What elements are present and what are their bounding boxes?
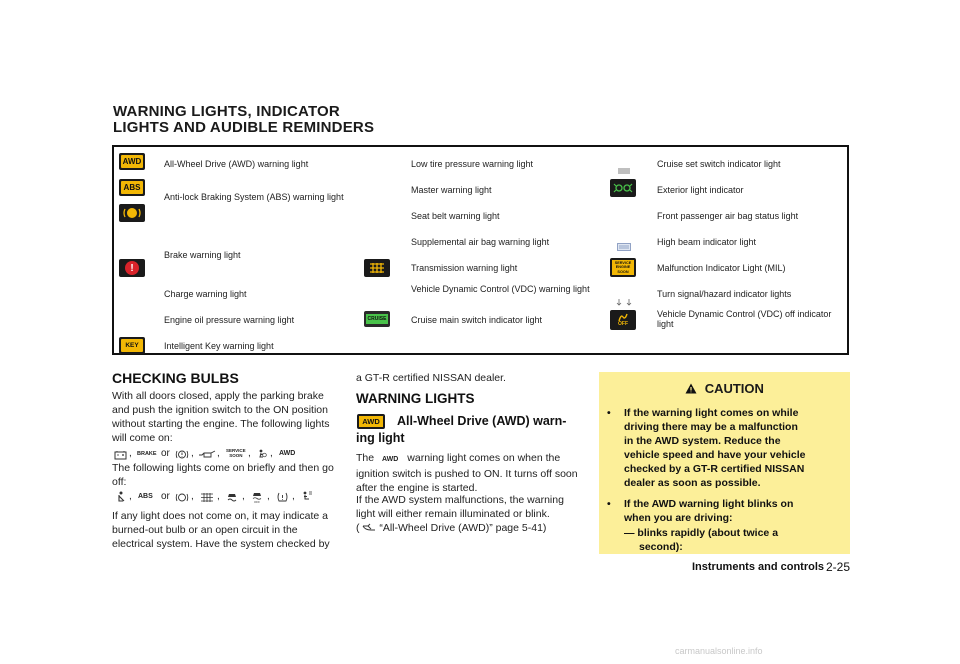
label-intelligent-key-warning: Intelligent Key warning light — [164, 341, 274, 351]
caution-box — [599, 372, 850, 554]
brake-text-icon: BRAKE — [137, 451, 157, 457]
label-malfunction-indicator: Malfunction Indicator Light (MIL) — [657, 263, 786, 273]
abs-circle-glyph — [123, 206, 141, 220]
awd-warning-heading-line2: ing light — [356, 431, 405, 445]
transmission-glyph — [368, 262, 386, 274]
exterior-light-glyph — [613, 182, 633, 194]
warning-lights-table — [112, 145, 849, 355]
label-front-passenger-air-bag: Front passenger air bag status light — [657, 211, 799, 221]
label-vdc-off: Vehicle Dynamic Control (VDC) off indicator light — [657, 309, 832, 329]
warning-lights-title: WARNING LIGHTS — [356, 391, 475, 406]
awd-malfunction-text: If the AWD system malfunctions, the warning light will either remain illuminated or blink. ( “All-Wheel Drive (AWD)” page 5-41) — [356, 494, 564, 534]
caution-bullet-2: • — [607, 498, 611, 510]
dealer-continuation: a GT-R certified NISSAN dealer. — [356, 372, 506, 384]
label-awd-warning: All-Wheel Drive (AWD) warning light — [164, 159, 309, 169]
awd-warning-heading-line1: All-Wheel Drive (AWD) warn- — [397, 414, 567, 428]
abs-circle-icon — [119, 204, 145, 222]
awd-inline-icon: AWD — [382, 456, 399, 463]
air-bag-status-icon — [301, 491, 313, 503]
warning-triangle-icon — [685, 383, 697, 394]
cruise-main-switch-icon: CRUISE — [364, 311, 390, 327]
section-heading-line1: WARNING LIGHTS, INDICATOR — [113, 103, 340, 120]
abs-warning-icon: ABS — [119, 179, 145, 196]
awd-heading-icon: AWD — [357, 414, 385, 429]
vdc-off-icon: OFF — [610, 310, 636, 330]
turn-signal-icon — [615, 293, 633, 301]
label-vdc-warning: Vehicle Dynamic Control (VDC) warning light — [411, 284, 590, 294]
transmission-warning-icon — [364, 259, 390, 277]
label-master-warning: Master warning light — [411, 185, 492, 195]
page-reference-link[interactable]: “All-Wheel Drive (AWD)” page 5-41) — [379, 522, 547, 534]
brake-circle-icon — [175, 449, 189, 460]
checking-icons-row2: , ABS or , , , OFF , , — [112, 491, 352, 505]
cruise-set-icon — [617, 161, 631, 167]
vdc-off-small-icon — [251, 491, 263, 503]
brake-warning-icon: ! — [119, 259, 145, 277]
label-air-bag-warning: Supplemental air bag warning light — [411, 237, 550, 247]
vdc-car-icon — [226, 492, 238, 503]
caution-bullet-1: • — [607, 407, 611, 419]
abs-text-icon: ABS — [138, 493, 153, 500]
checking-bulbs-para3: If any light does not come on, it may indicate a burned-out bulb or an open circuit in the electrical system. Have the system checked by — [112, 510, 330, 550]
footer-page-number: 2-25 — [826, 560, 851, 574]
checking-bulbs-para2: The following lights come on briefly and then go off: — [112, 462, 334, 488]
label-abs-warning: Anti-lock Braking System (ABS) warning light — [164, 192, 344, 202]
footer-section-name: Instruments and controls — [692, 561, 825, 573]
awd-description: The AWD warning light comes on when the ignition switch is pushed to ON. It turns off soon after the engine is started. — [356, 452, 578, 494]
abs-circle-small-icon — [175, 492, 189, 503]
label-transmission-warning: Transmission warning light — [411, 263, 518, 273]
awd-warning-icon: AWD — [119, 153, 145, 170]
malfunction-indicator-icon: SERVICE ENGINE SOON — [610, 258, 636, 277]
tire-pressure-icon — [276, 492, 289, 503]
label-engine-oil-warning: Engine oil pressure warning light — [164, 315, 295, 325]
airbag-person-icon — [257, 449, 267, 460]
transmission-small-icon — [200, 492, 214, 503]
seatbelt-icon — [115, 491, 127, 503]
caution-item-2: If the AWD warning light blinks on when you are driving: — [624, 498, 794, 524]
watermark: carmanualsonline.info — [675, 646, 763, 656]
checking-icons-row1: , BRAKE or , , SERVICE SOON , , AWD — [112, 448, 352, 462]
section-heading — [113, 104, 374, 136]
label-cruise-main-switch: Cruise main switch indicator light — [411, 315, 543, 325]
checking-bulbs-title: CHECKING BULBS — [112, 370, 239, 386]
section-heading-line2: LIGHTS AND AUDIBLE REMINDERS — [113, 119, 375, 136]
intelligent-key-icon: KEY — [119, 337, 145, 354]
caution-sub-item: — blinks rapidly (about twice a second): — [624, 527, 779, 553]
label-exterior-light: Exterior light indicator — [657, 185, 744, 195]
label-turn-signal: Turn signal/hazard indicator lights — [657, 289, 792, 299]
label-brake-warning: Brake warning light — [164, 250, 241, 260]
page-reference-icon — [362, 523, 376, 532]
service-soon-icon: SERVICE SOON — [226, 448, 246, 458]
high-beam-icon — [617, 238, 631, 246]
label-high-beam: High beam indicator light — [657, 237, 757, 247]
label-seat-belt-warning: Seat belt warning light — [411, 211, 500, 221]
svg-text:OFF: OFF — [254, 499, 260, 503]
caution-item-1: If the warning light comes on while driving there may be a malfunction in the AWD system. Reduce the vehicle speed and have your vehicle checked by a GT-R certified NISSAN dealer as soon as possible. — [624, 407, 806, 489]
label-low-tire-pressure: Low tire pressure warning light — [411, 159, 534, 169]
battery-icon — [114, 450, 127, 460]
label-cruise-set: Cruise set switch indicator light — [657, 159, 781, 169]
caution-title: CAUTION — [599, 381, 850, 396]
exterior-light-icon — [610, 179, 636, 197]
oil-pressure-icon — [198, 450, 216, 459]
label-charge-warning: Charge warning light — [164, 289, 247, 299]
checking-bulbs-para1: With all doors closed, apply the parking brake and push the ignition switch to the ON position without starting the engine. The following lights will come on: — [112, 390, 330, 444]
awd-text-icon: AWD — [279, 450, 296, 457]
